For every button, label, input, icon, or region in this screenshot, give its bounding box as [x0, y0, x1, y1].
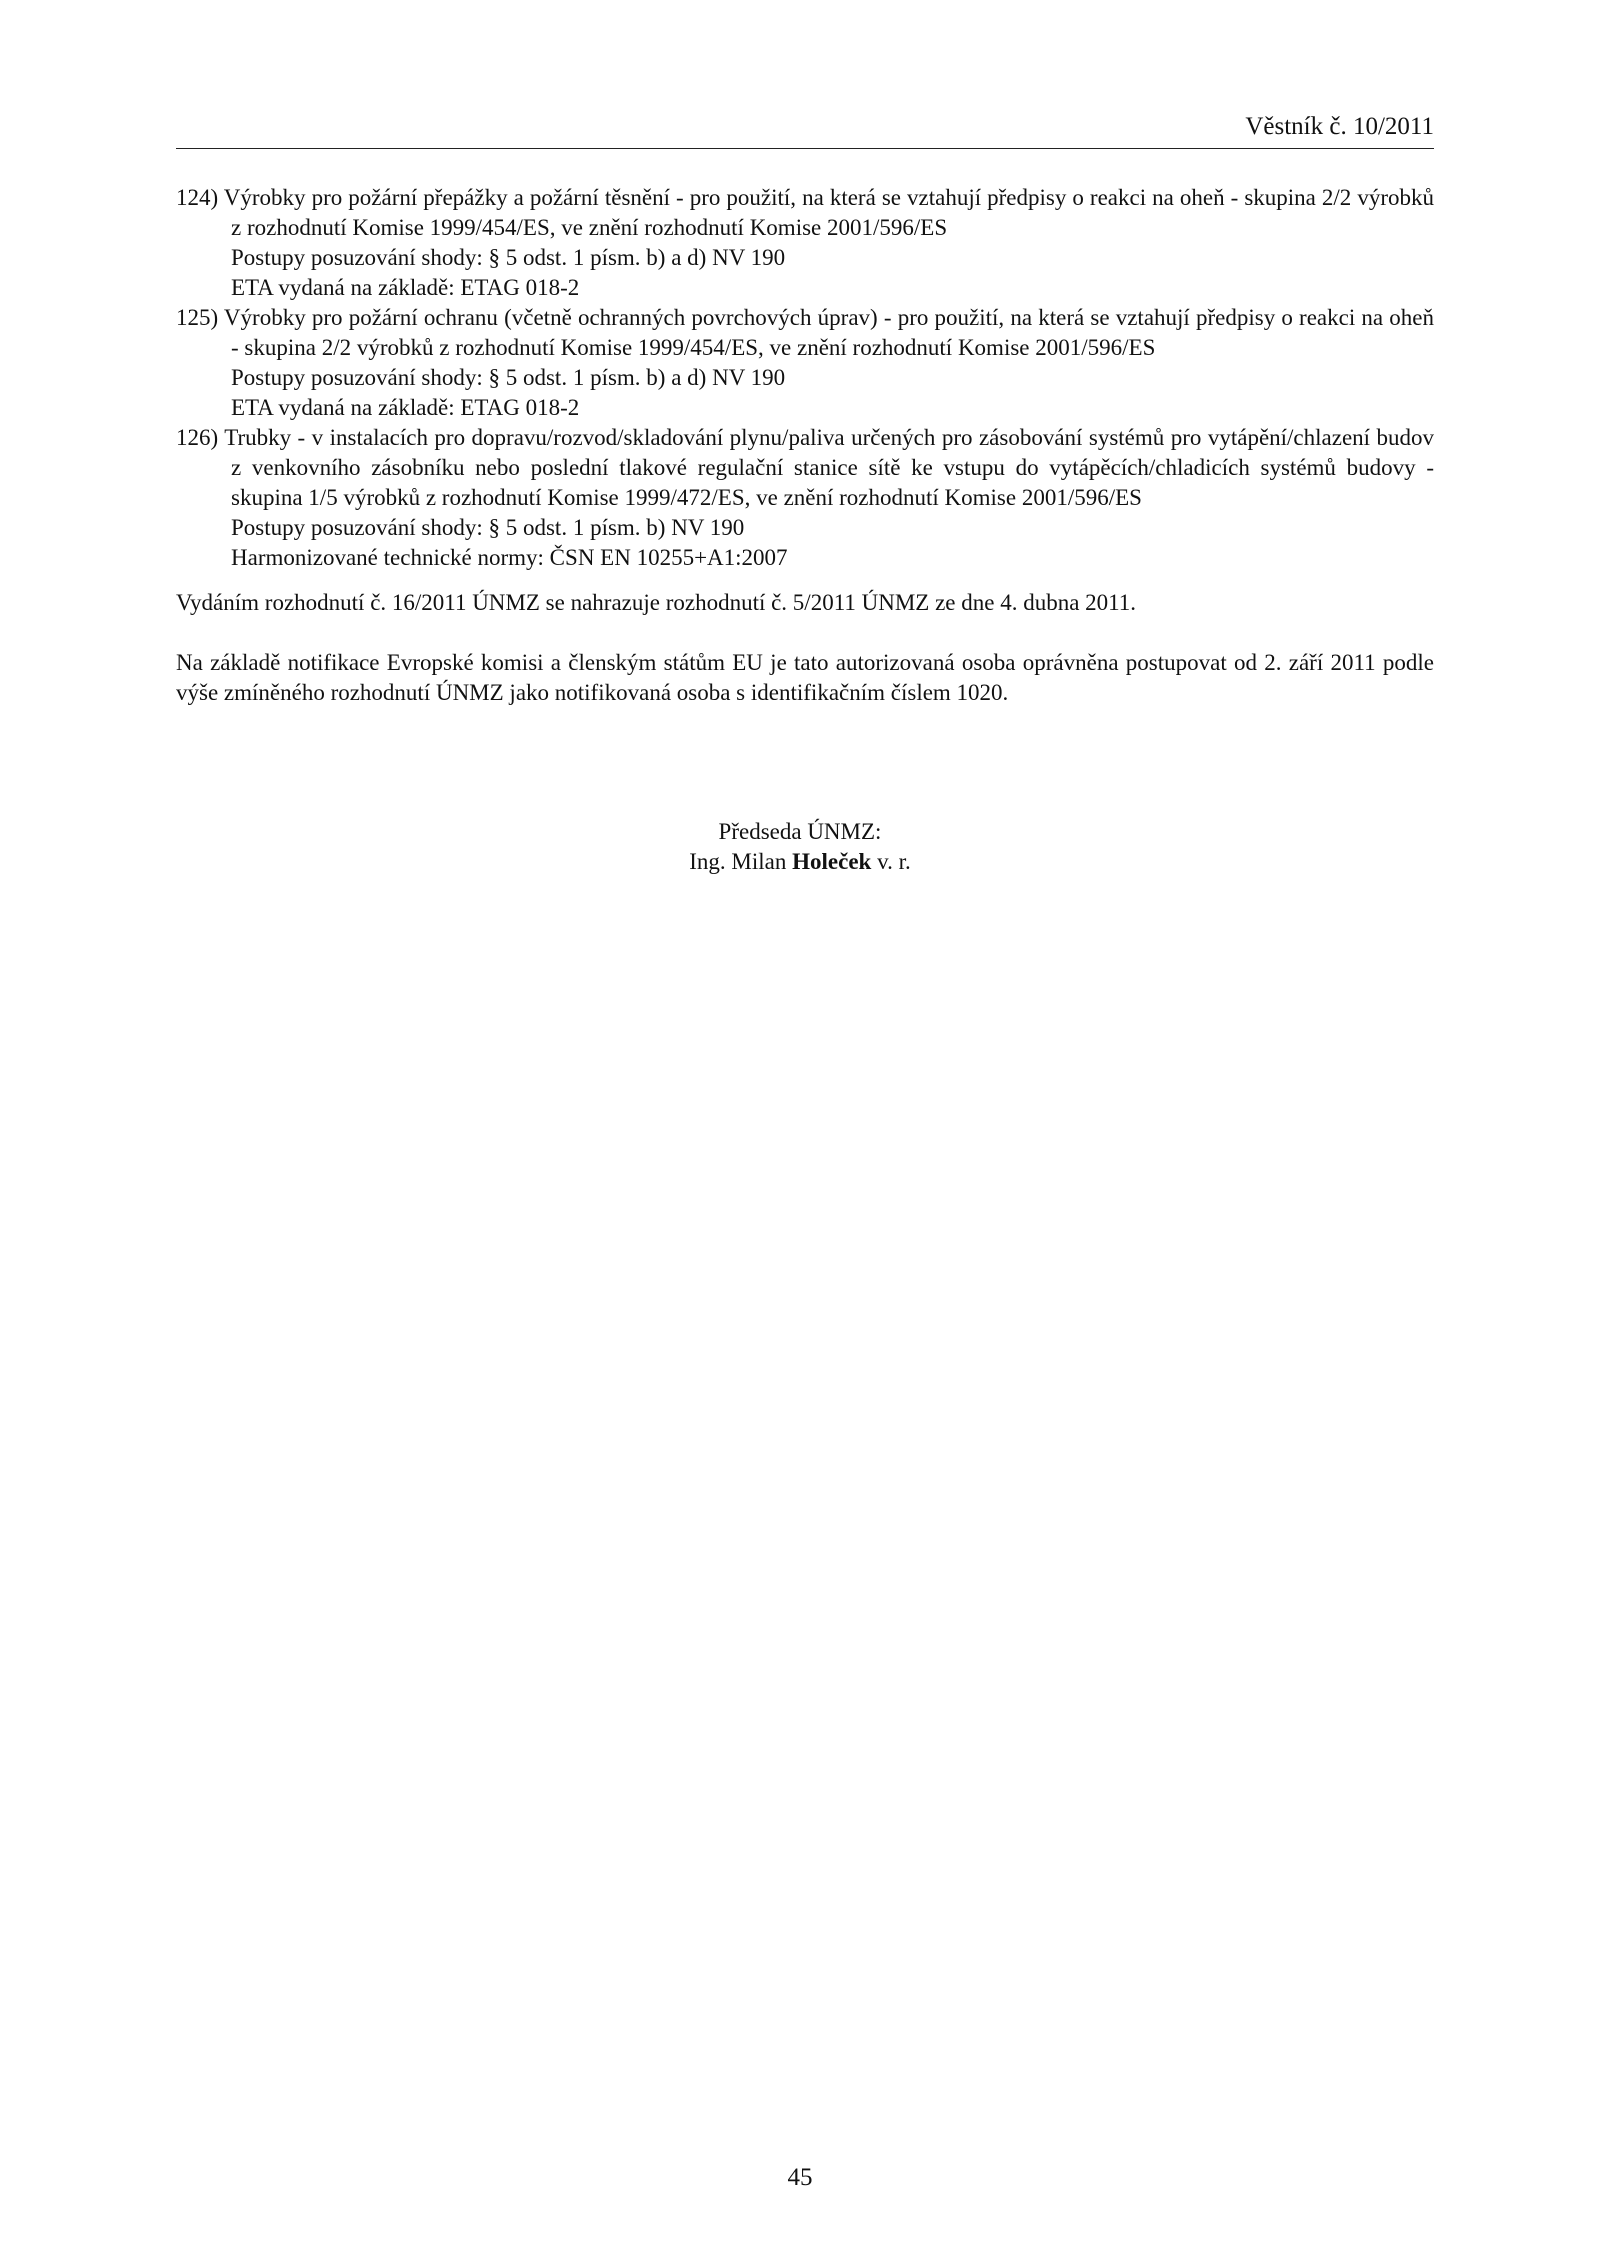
replacement-paragraph: Vydáním rozhodnutí č. 16/2011 ÚNMZ se nahrazuje rozhodnutí č. 5/2011 ÚNMZ ze dne 4. dubna 2011.	[176, 590, 1137, 615]
notification-paragraph: Na základě notifikace Evropské komisi a členským státům EU je tato autorizovaná osoba oprávněna postupovat od 2. září 2011 podle výše zmíněného rozhodnutí ÚNMZ jako notifikovaná osoba s identifikačním číslem 1020.	[176, 650, 1434, 705]
signatory-name-line	[0, 847, 1600, 877]
list-item-detail: Postupy posuzování shody: § 5 odst. 1 písm. b) a d) NV 190	[231, 245, 786, 270]
page-header	[176, 108, 1434, 149]
page-number: 45	[787, 2164, 813, 2191]
journal-issue: Věstník č. 10/2011	[1245, 113, 1434, 140]
signatory-suffix: v. r.	[877, 849, 911, 874]
list-item-detail: Postupy posuzování shody: § 5 odst. 1 písm. b) NV 190	[231, 515, 745, 540]
list-item-title: 124) Výrobky pro požární přepážky a požární těsnění - pro použití, na která se vztahují předpisy o reakci na oheň - skupina 2/2 výrobků z rozhodnutí Komise 1999/454/ES, ve znění rozhodnutí Komise 2001/596/ES	[176, 185, 1434, 240]
list-item-detail: Harmonizované technické normy: ČSN EN 10255+A1:2007	[231, 545, 788, 570]
signatory-role: Předseda ÚNMZ:	[718, 819, 882, 844]
signatory-surname: Holeček	[792, 849, 872, 874]
list-item-title: 125) Výrobky pro požární ochranu (včetně ochranných povrchových úprav) - pro použití, na která se vztahují předpisy o reakci na oheň - skupina 2/2 výrobků z rozhodnutí Komise 1999/454/ES, ve znění rozhodnutí Komise 2001/596/ES	[176, 305, 1434, 360]
list-item-detail: Postupy posuzování shody: § 5 odst. 1 písm. b) a d) NV 190	[231, 365, 786, 390]
signatory-prefix: Ing. Milan	[689, 849, 787, 874]
list-item-detail: ETA vydaná na základě: ETAG 018-2	[231, 275, 580, 300]
signature-block	[0, 817, 1600, 877]
list-item-title: 126) Trubky - v instalacích pro dopravu/rozvod/skladování plynu/paliva určených pro zásobování systémů pro vytápění/chlazení budov z venkovního zásobníku nebo poslední tlakové regulační stanice sítě ke vstupu do vytápěcích/chladicích systémů budovy - skupina 1/5 výrobků z rozhodnutí Komise 1999/472/ES, ve znění rozhodnutí Komise 2001/596/ES	[176, 425, 1434, 510]
list-item-detail: ETA vydaná na základě: ETAG 018-2	[231, 395, 580, 420]
document-body	[176, 183, 1434, 708]
